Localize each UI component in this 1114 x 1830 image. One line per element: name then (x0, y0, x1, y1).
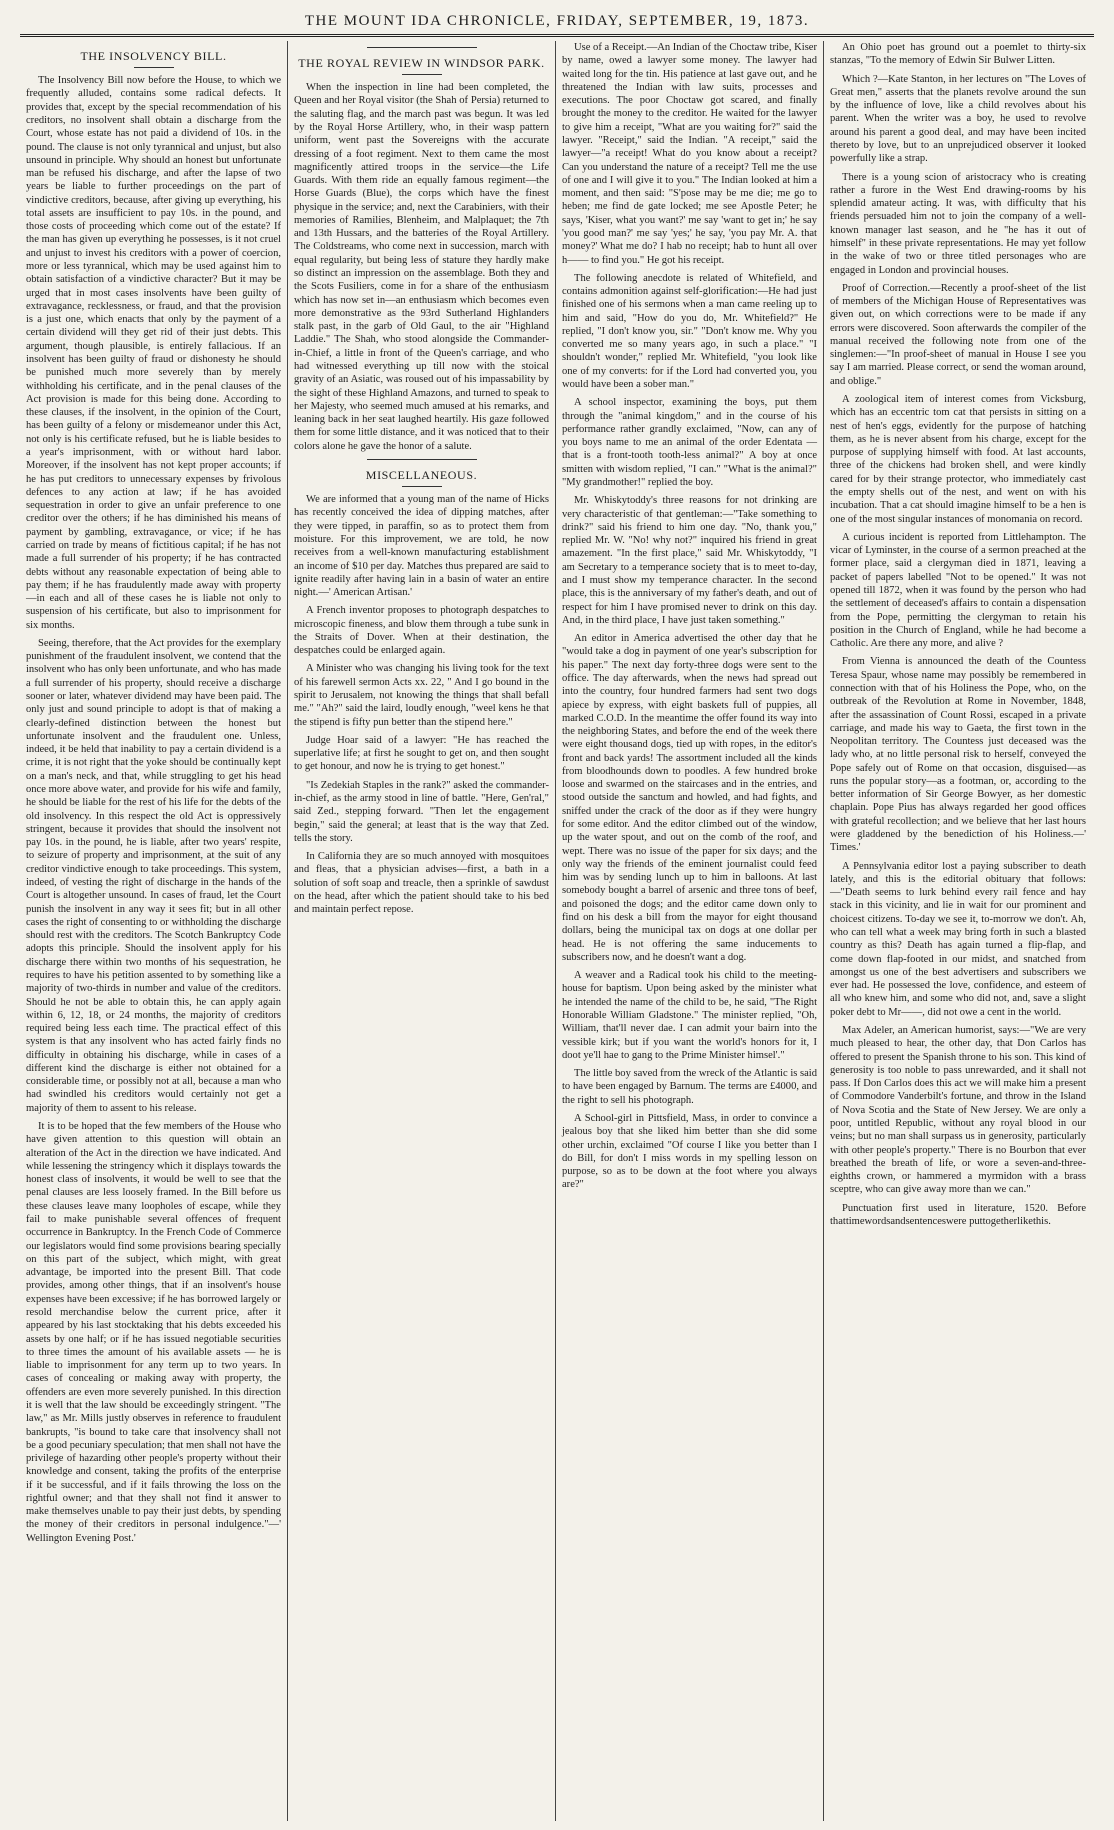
masthead: THE MOUNT IDA CHRONICLE, FRIDAY, SEPTEMBER, 19, 1873. (304, 13, 810, 29)
misc-title: MISCELLANEOUS. (365, 467, 478, 482)
insolvency-title: THE INSOLVENCY BILL. (80, 49, 227, 63)
misc-item: Mr. Whiskytoddy's three reasons for not drinking are very characteristic of that gentleman:—"Take something to drink?" said his friend to him one day. "No, thank you," replied Mr. W. "No! why not?" inquired his friend in great amazement. "In the first place," said Mr. Whiskytoddy, "I am Secretary to a temperance society that is to meet to-day, and I must show my temperance character. In the second place, this is the anniversary of my father's death, and out of respect for him I have promised never to drink on this day. And, in the third place, I have just taken something." (562, 495, 817, 626)
masthead-rule (20, 34, 1094, 37)
misc-item: Punctuation first used in literature, 1520. Before thattimewordsandsentenceswere puttogetherlikethis. (830, 1202, 1086, 1227)
insolvency-paragraph-3: It is to be hoped that the few members of the House who have given attention to this question will obtain an alteration of the Act in the direction we have indicated. And while lessening the stringency which it displays towards the honest class of insolvents, it would be well to see that the penal clauses are less loosely framed. In the Bill before us these clauses leave many loopholes of escape, while they fail to make punishable several offences of frequent occurrence in Bankruptcy. In the French Code of Commerce our legislators would find some provisions bearing specially on this part of the subject, which might, with great advantage, be imported into the present Bill. That code provides, among other things, that if an insolvent's house expenses have been excessive; if he has borrowed largely or resold merchandise below the current price, after it appeared by his last stocktaking that his debts exceeded his assets by one half; or if he has issued negotiable securities to three times the amount of his available assets — he is liable to imprisonment for any term up to two years. In cases of concealing or making away with property, the offenders are even more severely punished. In this direction it is well that the law should be exceedingly stringent. "The law," as Mr. Mills justly observes in reference to fraudulent bankrupts, "is bound to take care that insolvency shall not be a good pecuniary speculation; that men shall not have the privilege of hazarding other people's property without their knowledge and consent, taking the profits of the enterprise if it be successful, and if it fails throwing the loss on the rightful owner; and that they shall not find it answer to make themselves unable to pay their just debts, by spending the money of their creditors in personal indulgence."—' Wellington Evening Post.' (26, 1121, 281, 1544)
misc-item: A school inspector, examining the boys, put them through the "animal kingdom," and in the course of his performance rather grandly exclaimed, "Now, can any of you boys name to me an animal of the order Edentata — that is a front-tooth tooth-less animal?" A boy at once smitten with wisdom replied, "I can." "What is the animal?" "My grandmother!" replied the boy. (562, 397, 817, 488)
misc-item: A Minister who was changing his living took for the text of his farewell sermon Acts xx. 22, " And I go bound in the spirit to Jerusalem, not knowing the things that shall befall me." "Ah?" said the laird, loudly enough, "weel kens he that the stipend is fifty pun better than the stipend here." (294, 663, 549, 728)
review-title: THE ROYAL REVIEW IN WINDSOR PARK. (298, 56, 545, 70)
misc-item: Which ?—Kate Stanton, in her lectures on "The Loves of Great men," asserts that the planets revolve around the sun by the influence of love, like a child revolves about his parent. When the writer was a boy, he used to revolve around his parent a good deal, and may have been incited thereto by love, but to an unprejudiced observer it looked powerfully like a strap. (830, 73, 1086, 165)
misc-item: The following anecdote is related of Whitefield, and contains admonition against self-glorification:—He had just finished one of his sermons when a man came reeling up to him and said, "How do you do, Mr. Whitefield?" He replied, "I don't know you, sir." "Don't know me. Why you converted me so many years ago, in such a place." "I shouldn't wonder," replied Mr. Whitefield, "you look like one of my converts: for if the Lord had converted you, you would have been a sober man." (562, 272, 817, 391)
misc-item: Max Adeler, an American humorist, says:—"We are very much pleased to hear, the other day, that Don Carlos has offered to present the Spanish throne to his son. This kind of generosity is too noble to pass unrewarded, and it shall not pass. If Don Carlos does this act we will make him a present of Commodore Vanderbilt's fortune, and throw in the Island of Nova Scotia and the State of New Jersey. We are only a poor, untitled Republic, without any royal blood in our veins; but no man shall surpass us in generosity, particularly with other people's property." There is no Bourbon that ever breathed the breath of life, or wore a seven-and-three-eighths crown, or hammered a myrmidon with a brass sceptre, who can give away more than we can." (830, 1024, 1086, 1196)
column-1 (20, 41, 288, 1821)
column-2 (288, 41, 556, 1821)
misc-item: An Ohio poet has ground out a poemlet to thirty-six stanzas, "To the memory of Edwin Sir Bulwer Litten. (830, 42, 1086, 67)
misc-item: We are informed that a young man of the name of Hicks has recently conceived the idea of dipping matches, after they were tipped, in paraffin, so as to protect them from moisture. For this improvement, we are told, he now receives from a well-known manufacturing establishment an income of $10 per day. Matches thus prepared are said to ignite readily after having lain in a basin of water an entire night.—' American Artisan.' (294, 494, 549, 599)
misc-item: Judge Hoar said of a lawyer: "He has reached the superlative life; at first he sought to get on, and then sought to get honour, and now he is trying to get honest." (294, 734, 549, 773)
misc-item: A French inventor proposes to photograph despatches to microscopic fineness, and blow them through a tube sunk in the Straits of Dover. When at their destination, the despatches could be enlarged again. (294, 605, 549, 657)
misc-item: A School-girl in Pittsfield, Mass, in order to convince a jealous boy that she liked him better than she did some other urchin, exclaimed "Of course I like you better than I do Bill, for don't I miss words in my spelling lesson on purpose, so as to be down at the foot where you always are?" (562, 1112, 817, 1191)
misc-item: The little boy saved from the wreck of the Atlantic is said to have been engaged by Barnum. The terms are £4000, and the right to sell his photograph. (562, 1068, 817, 1106)
columns (20, 41, 1094, 1821)
column-3 (556, 41, 824, 1821)
misc-item: A Pennsylvania editor lost a paying subscriber to death lately, and this is the editorial obituary that follows:—"Death seems to lurk behind every rail fence and hay stack in this vicinity, and lie in wait for our prominent and choicest citizens. To-day we see it, to-morrow we don't. Ah, who can tell what a week may bring forth in such a blasted country as this? Death has again turned a flip-flap, and come down flap-footed in our midst, and snatched from amongst us one of the best advertisers and subscribers we ever had. He possessed the love, confidence, and esteem of all who knew him, and some who did not, and, save a slight poker debt to Mr——, did not owe a cent in the world. (830, 860, 1086, 1018)
insolvency-paragraph-2: Seeing, therefore, that the Act provides for the exemplary punishment of the fraudulent insolvent, we contend that the insolvent who has only been unfortunate, and who has made a full surrender of his property, should receive a discharge sooner or later, whatever dividend may have been paid. The only just and sound principle to adopt is that of making a clearly-defined distinction between the honest but unfortunate insolvent and the fraudulent one. Unless, indeed, it be held that inability to pay a certain dividend is a crime, it is not right that the yoke should be continually kept on a man's neck, and that, while struggling to get his head once more above water, and provide for his wife and family, he should be liable for the rest of his life for the debts of the old insolvency. In this respect the old Act is oppressively stringent, because it provides that should the insolvent not pay 10s. in the pound, he is liable, after two years' respite, to seizure of property and imprisonment, at the suit of any creditor vindictive enough to take proceedings. This system, indeed, of vesting the right of discharge in the hands of the Court is altogether unsound. In cases of fraud, let the Court punish the insolvent in any way it sees fit; but in all other cases the right of consenting to or withholding the discharge should rest with the creditors. The Scotch Bankruptcy Code adopts this principle. Should the insolvent apply for his discharge there within two months of his sequestration, he requires to have his petition assented to by something like a majority of two-thirds in number and value of the creditors. Should he not be able to obtain this, he can apply again within 6, 12, 18, or 24 months, the majority of creditors required being less each time. The practical effect of this system is that any insolvent who has acted fairly finds no difficulty in obtaining his discharge, while in cases of a different kind the discharge is either not obtained for a considerable time, or possibly not at all, because a man who had swindled his creditors would certainly not get a majority of them to assent to his release. (26, 637, 281, 1114)
column-4 (824, 41, 1092, 1821)
review-paragraph-1: When the inspection in line had been completed, the Queen and her Royal visitor (the Shah of Persia) returned to the saluting flag, and the march past was begun. It was led by the Royal Horse Artillery, who, in their wasp pattern uniform, went past the Sovereigns with the accurate dressing of a foot regiment. Next to them came the most magnificently attired troops in the service—the Life Guards. With them ride an equally famous regiment—the Horse Guards (Blue), the corps which have the finest physique in the service; and, next the Carabiniers, with their memories of Ramilies, Blenheim, and Malplaquet; the 7th and 13th Hussars, and the batteries of the Royal Artillery. The Coldstreams, who come next in succession, march with equal regularity, but being less of stature they hardly make so distinct an impression on the assemblage. Both they and the Scots Fusiliers, come in for a share of the enthusiasm which has now set in—an enthusiasm which becomes even more demonstrative as the 93rd Sutherland Highlanders stalk past, in the garb of Old Gaul, to the air "Highland Laddie." The Shah, who stood alongside the Commander-in-Chief, a little in front of the Queen's carriage, and who had witnessed everything up till now with the stoical gravity of an Asiatic, was roused out of his impassability by the sight of these Highland Amazons, and turned to speak to her Majesty, who seemed much amused at his remarks, and leaning back in her seat laughed heartily. His gaze followed them for some little distance, and it was noticed that to their colors alone he gave the honor of a salute. (294, 82, 549, 452)
misc-item: An editor in America advertised the other day that he "would take a dog in payment of one year's subscription for his paper." The next day forty-three dogs were sent to the office. The day afterwards, when the news had spread out into the country, four hundred farmers had sent two dogs apiece by express, with eight baskets full of puppies, all marked C.O.D. In the meantime the offer found its way into the neighboring States, and before the end of the week there were eight thousand dogs, tied up with ropes, in the editor's front and back yards! The assortment included all the kinds from bloodhounds down to poodles. A few hundred broke loose and swarmed on the staircases and in the entries, and stood outside the sanctum and howled, and had fights, and sniffed under the crack of the door as if they were hungry for some editor. And the editor climbed out of the window, up the water spout, and out on the comb of the roof, and wept. There was no issue of the paper for six days; and the only way the friends of the eminent journalist could feed him was by sending lunch up to him in balloons. At last somebody bought a barrel of arsenic and three tons of beef, and poisoned the dogs; and the editor came down only to find on his desk a bill from the mayor for eight thousand dollars, being the municipal tax on dogs at one dollar per head. He is not offering the same inducements to subscribers now, and he doesn't want a dog. (562, 633, 817, 963)
section-rule (367, 47, 477, 48)
title-rule (402, 74, 442, 75)
title-rule (402, 486, 442, 487)
misc-item: A weaver and a Radical took his child to the meeting-house for baptism. Upon being asked by the minister what he intended the name of the child to be, he said, "The Right Honorable William Gladstone." The minister replied, "Oh, William, that'll never dae. I can admit your bairn into the vessible kirk; but if you want the world's honors for it, I doot ye'll hae to gang to the Prime Minister himsel'." (562, 970, 817, 1061)
misc-item: From Vienna is announced the death of the Countess Teresa Spaur, whose name may possibly be remembered in connection with that of his Holiness the Pope, who, on the outbreak of the Revolution at Rome in November, 1848, after the assassination of Count Rossi, escaped in a private carriage, and made his way to Gaeta, the first town in the Neopolitan territory. The Countess just deceased was the lady who, at no little personal risk to herself, conveyed the Pope safely out of Rome on that occasion, disguised—as runs the popular story—as a footman, or, according to the better information of Sir George Bowyer, as her domestic chaplain. Pope Pius has always regarded her good offices with grateful recollection; and we believe that her last hours were gladdened by the benediction of his Holiness.—' Times.' (830, 656, 1086, 854)
insolvency-paragraph-1: The Insolvency Bill now before the House, to which we frequently alluded, contains some radical defects. It provides that, except by the special recommendation of his creditors, no insolvent shall obtain a discharge from the Court, whose estate has not paid a dividend of 10s. in the pound. The clause is not only tyrannical and unjust, but also unsound in principle. Why should an honest but unfortunate man be refused his discharge, and after the lapse of two years be liable to further proceedings on the part of vindictive creditors, because, after giving up everything, his total assets are insufficient to pay 10s. in the pound, and those costs of proceeding which come out of the estate? If the man has given up everything he possesses, is it not cruel and unjust to invest his creditors with a power of coercion, more or less tyrannical, which may be used against him to obtain satisfaction of a vindictive character? But it may be urged that in most cases insolvents have been guilty of extravagance, recklessness, or fraud, and that the provision is a just one, which enacts that only by the payment of a certain dividend will they get rid of their just debts. This argument, though plausible, is entirely fallacious. If an insolvent has been guilty of fraud or dishonesty he should be punished much more severely than by merely withholding his certificate, and in the penal clauses of the Act provision is made for this being done. According to these clauses, if the insolvent, in the opinion of the Court, has been guilty of a felony or misdemeanor under this Act, not only is his certificate refused, but he is liable besides to a year's imprisonment, with or without hard labor. Moreover, if the insolvent has not kept proper accounts; if he has put creditors to unnecessary expenses by frivolous defences to any action at law; if he has avoided sequestration in order to give an unfair preference to one creditor over the others; if he has diminished his means of payment by gambling, extravagance, or vice; if he has carried on trade by means of fictitious capital; if he has not made a full surrender of his property; if he has contracted debts without any reasonable expectation of being able to pay them; if he has fraudulently made away with property—in each and all of these cases he is liable not only to suspension of his certificate, but also to imprisonment for six months. (26, 75, 281, 631)
misc-item: Use of a Receipt.—An Indian of the Choctaw tribe, Kiser by name, owed a lawyer some money. The lawyer had waited long for the tin. His patience at last gave out, and he threatened the Indian with law suits, processes and executions. The poor Choctaw got scared, and finally brought the money to the creditor. He waited for the lawyer to give him a receipt, "What are you waiting for?" said the lawyer. "Receipt," said the Indian. "A receipt," said the lawyer—"a receipt! What do you know about a receipt? Can you understand the nature of a receipt? Tell me the use of one and I will give it to you." The Indian looked at him a moment, and then said: "S'pose may be me die; me go to heben; me find de gate locked; me see Apostle Peter; he says, 'Kiser, what you want?' me say 'want to get in;' he say 'you good man?' me say 'yes;' he say, 'you pay Mr. A. that money?' What me do? I hab no receipt; hab to hunt all over h—— to find you." He got his receipt. (562, 42, 817, 266)
misc-item: There is a young scion of aristocracy who is creating rather a furore in the West End drawing-rooms by his splendid amateur acting. It was, with difficulty that his friends persuaded him not to join the company of a well-known manager last season, and he "he has it out of himself" in these private representations. He may yet follow in the wake of two or three titled personages who are engaged in London and provincial houses. (830, 171, 1086, 276)
misc-item: A zoological item of interest comes from Vicksburg, which has an eccentric tom cat that persists in sitting on a nest of hen's eggs, evidently for the purpose of hatching them, as he is never absent from his charge, except for the purpose of supplying himself with food. At last accounts, three of the chickens had broken shell, and were kindly cared for by their strange protector, who immediately cast the empty shells out of the nest, and went on with his incubation. That a cat should imagine himself to be a hen is one of the most singular instances of monomania on record. (830, 394, 1086, 525)
title-rule (134, 67, 174, 68)
misc-item: A curious incident is reported from Littlehampton. The vicar of Lyminster, in the course of a sermon preached at the former place, said a clergyman died in 1871, leaving a packet of papers labelled "Not to be opened." It was not opened till 1872, when it was found by the person who had the settlement of deceased's affairs to contain a dispensation from the Pope, permitting the clergyman to retain his position in the Church of England, while he had become a Catholic. Are there any more, and alive ? (830, 531, 1086, 650)
misc-item: In California they are so much annoyed with mosquitoes and fleas, that a physician advises—first, a bath in a solution of soft soap and treacle, then a sprinkle of sawdust on the head, after which the patient should take to his bed and maintain perfect repose. (294, 851, 549, 916)
misc-item: Proof of Correction.—Recently a proof-sheet of the list of members of the Michigan House of Representatives was given out, on which corrections were to be made if any errors were discovered. Soon afterwards the compiler of the manual received the following note from one of the singlemen:—"In proof-sheet of manual in House I see you say I am married. Please correct, or send the woman around, and oblige." (830, 282, 1086, 387)
section-rule (367, 459, 477, 460)
misc-item: "Is Zedekiah Staples in the rank?" asked the commander-in-chief, as the army stood in line of battle. "Here, Gen'ral," said Zed., stepping forward. "Then let the engagement begin," said the general; at least that is the way that Zed. tells the story. (294, 779, 549, 844)
